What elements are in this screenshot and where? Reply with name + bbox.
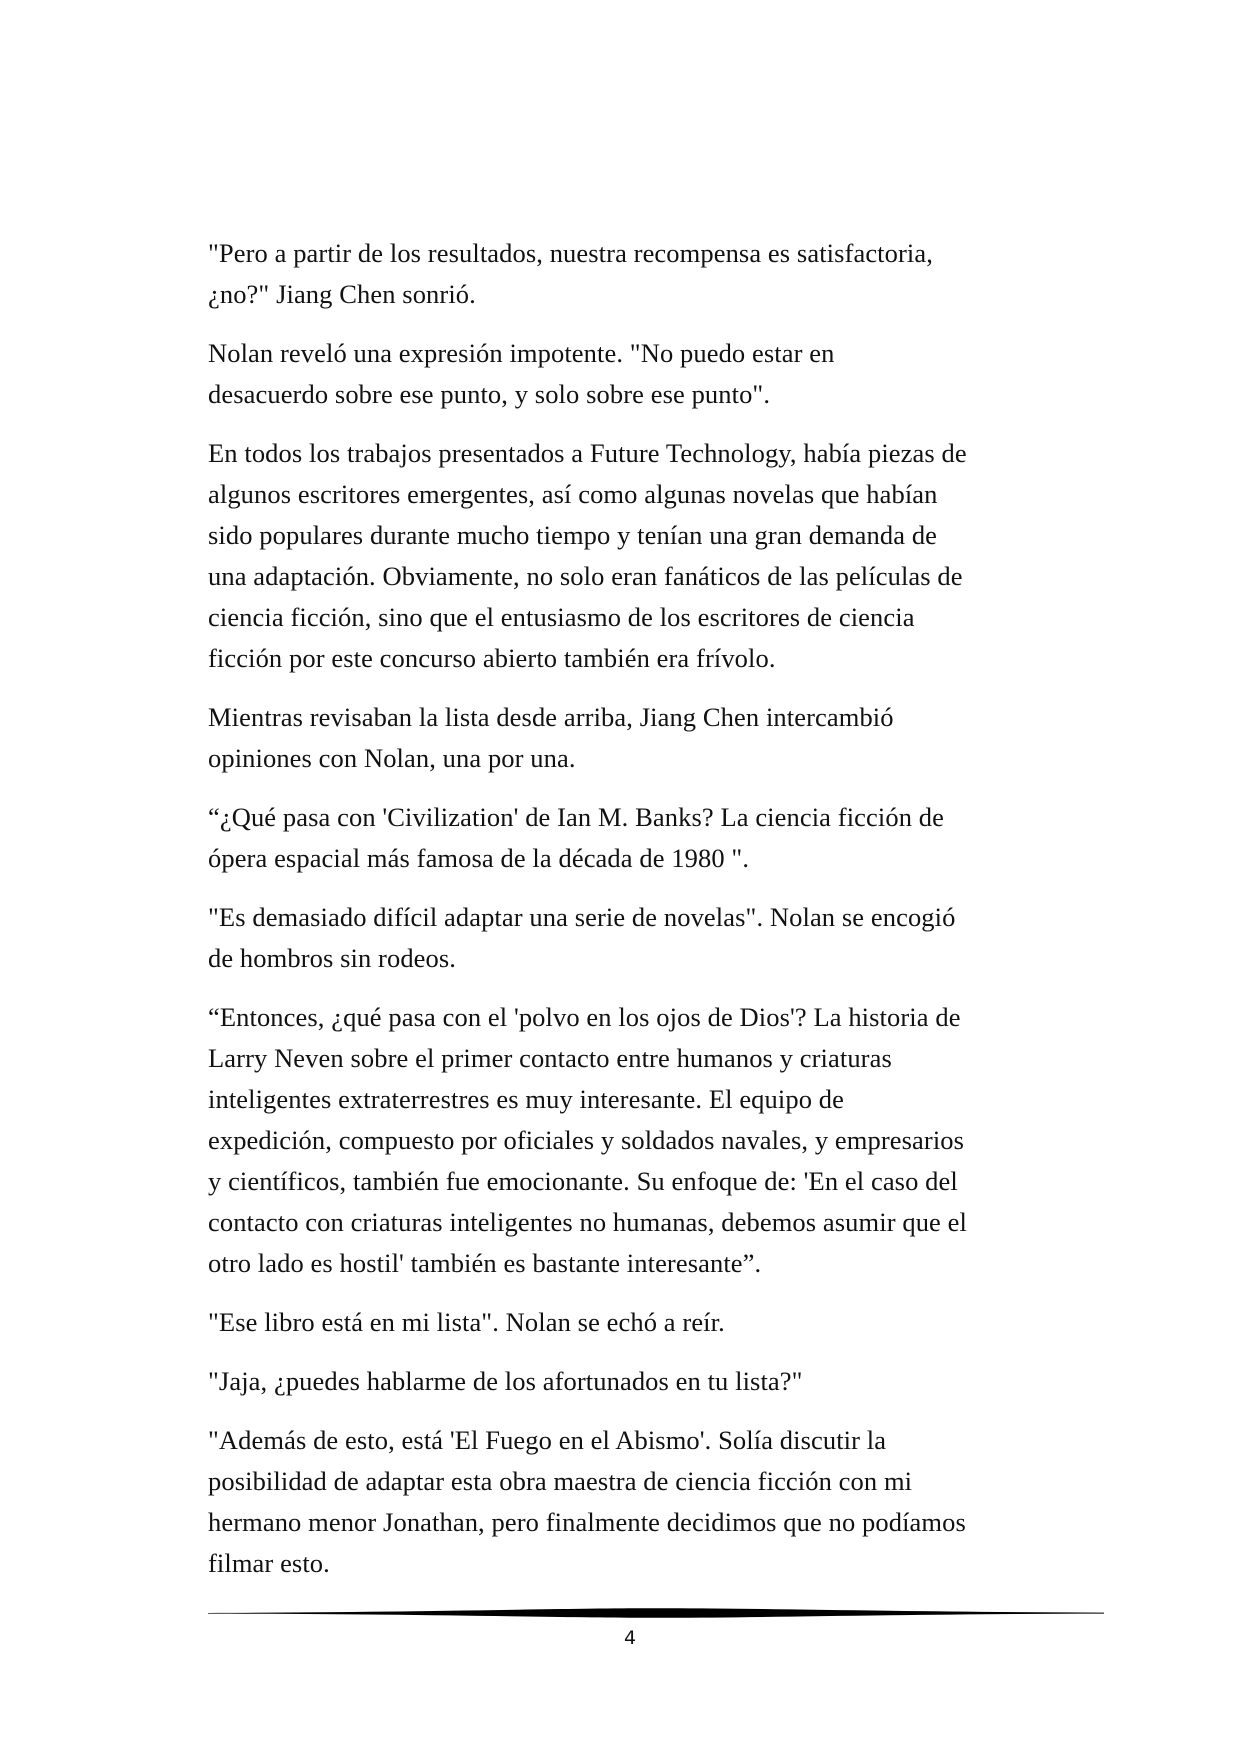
text-line: "Además de esto, está 'El Fuego en el Abismo'. Solía discutir la xyxy=(208,1425,887,1455)
text-line: Larry Neven sobre el primer contacto entre humanos y criaturas xyxy=(208,1043,892,1073)
paragraph xyxy=(208,697,1088,779)
footer-divider xyxy=(208,1606,1104,1620)
text-line: "Jaja, ¿puedes hablarme de los afortunados en tu lista?" xyxy=(208,1366,803,1396)
text-line: En todos los trabajos presentados a Future Technology, había piezas de xyxy=(208,438,967,468)
paragraph xyxy=(208,897,1088,979)
text-line: ¿no?" Jiang Chen sonrió. xyxy=(208,279,476,309)
paragraph xyxy=(208,1361,1088,1402)
text-line: una adaptación. Obviamente, no solo eran fanáticos de las películas de xyxy=(208,561,963,591)
text-line: contacto con criaturas inteligentes no humanas, debemos asumir que el xyxy=(208,1207,967,1237)
text-line: ciencia ficción, sino que el entusiasmo de los escritores de ciencia xyxy=(208,602,915,632)
footer-divider-stroke xyxy=(208,1608,1104,1618)
text-line: algunos escritores emergentes, así como algunas novelas que habían xyxy=(208,479,938,509)
text-line: de hombros sin rodeos. xyxy=(208,943,457,973)
text-line: otro lado es hostil' también es bastante interesante”. xyxy=(208,1248,762,1278)
text-line: expedición, compuesto por oficiales y soldados navales, y empresarios xyxy=(208,1125,965,1155)
text-line: "Ese libro está en mi lista". Nolan se echó a reír. xyxy=(208,1307,725,1337)
text-line: sido populares durante mucho tiempo y tenían una gran demanda de xyxy=(208,520,938,550)
paragraph xyxy=(208,1420,1088,1584)
text-line: desacuerdo sobre ese punto, y solo sobre ese punto". xyxy=(208,379,771,409)
paragraph xyxy=(208,433,1088,679)
text-line: “Entonces, ¿qué pasa con el 'polvo en los ojos de Dios'? La historia de xyxy=(208,1002,961,1032)
text-line: “¿Qué pasa con 'Civilization' de Ian M. Banks? La ciencia ficción de xyxy=(208,802,944,832)
text-line: "Es demasiado difícil adaptar una serie de novelas". Nolan se encogió xyxy=(208,902,956,932)
text-line: hermano menor Jonathan, pero finalmente decidimos que no podíamos xyxy=(208,1507,966,1537)
text-line: inteligentes extraterrestres es muy interesante. El equipo de xyxy=(208,1084,844,1114)
page-body xyxy=(208,233,1088,1602)
paragraph xyxy=(208,333,1088,415)
paragraph xyxy=(208,233,1088,315)
text-line: ópera espacial más famosa de la década de 1980 ". xyxy=(208,843,750,873)
text-line: "Pero a partir de los resultados, nuestra recompensa es satisfactoria, xyxy=(208,238,933,268)
text-line: y científicos, también fue emocionante. Su enfoque de: 'En el caso del xyxy=(208,1166,958,1196)
paragraph xyxy=(208,997,1088,1284)
paragraph xyxy=(208,797,1088,879)
text-line: opiniones con Nolan, una por una. xyxy=(208,743,576,773)
text-line: ficción por este concurso abierto también era frívolo. xyxy=(208,643,776,673)
text-line: filmar esto. xyxy=(208,1548,330,1578)
page-number: 4 xyxy=(623,1627,637,1649)
text-line: posibilidad de adaptar esta obra maestra de ciencia ficción con mi xyxy=(208,1466,913,1496)
text-line: Mientras revisaban la lista desde arriba, Jiang Chen intercambió xyxy=(208,702,894,732)
paragraph xyxy=(208,1302,1088,1343)
text-line: Nolan reveló una expresión impotente. "No puedo estar en xyxy=(208,338,835,368)
